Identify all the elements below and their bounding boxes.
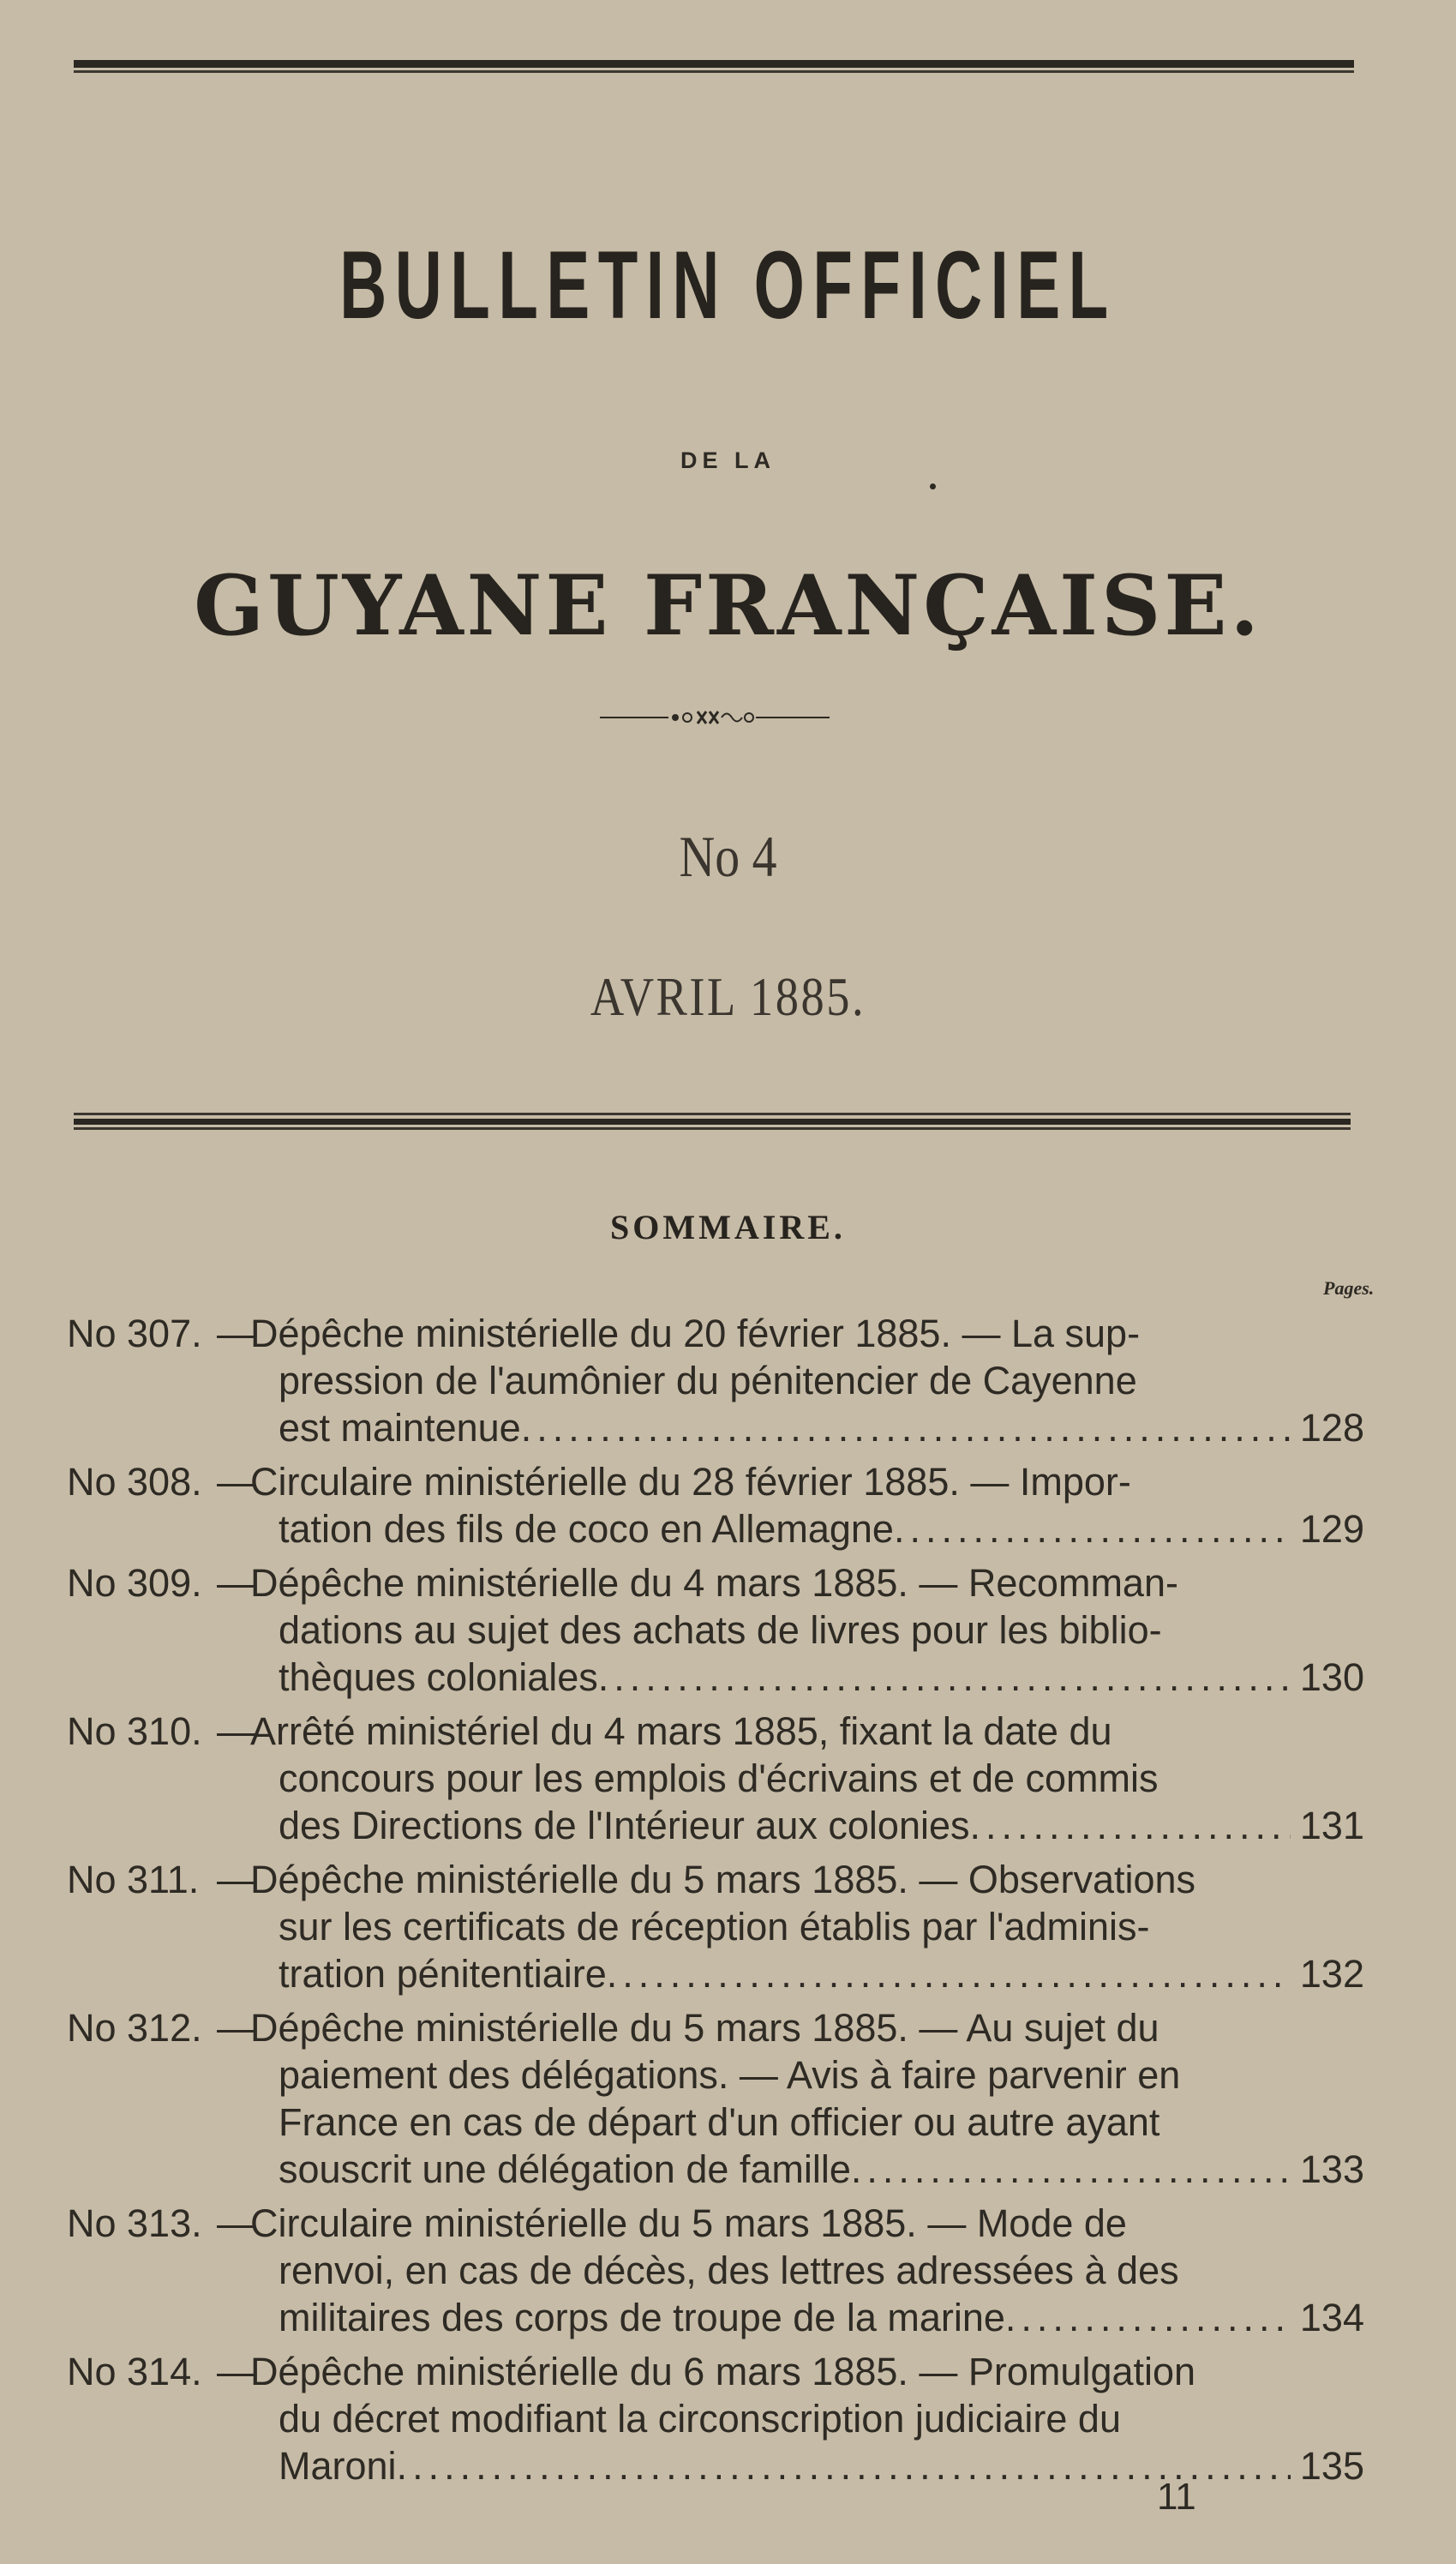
- dot-leader: [598, 1654, 1291, 1701]
- entry-line: est maintenue: [279, 1406, 521, 1450]
- entry-page-number: 132: [1299, 1952, 1364, 1996]
- bulletin-title: BULLETIN OFFICIEL: [339, 231, 1117, 339]
- entry-line: pression de l'aumônier du pénitencier de Cayenne: [279, 1359, 1137, 1402]
- entry-page-number: 130: [1299, 1655, 1364, 1699]
- entry-text: [250, 1856, 1364, 1997]
- dot-leader: [894, 1505, 1291, 1552]
- entry-dash: —: [217, 2350, 255, 2393]
- entry-dash: —: [217, 1561, 255, 1605]
- entry-text: [250, 2348, 1364, 2489]
- entry-last-line: [279, 2146, 1291, 2193]
- entry-dash: —: [217, 1858, 255, 1901]
- entry-line: Dépêche ministérielle du 20 février 1885. — La sup-: [250, 1312, 1141, 1355]
- entry-number: No 308.: [67, 1460, 202, 1504]
- entry-page-number: 129: [1299, 1507, 1364, 1551]
- entry-line: Dépêche ministérielle du 4 mars 1885. — Recomman-: [250, 1561, 1178, 1605]
- entry-line: Dépêche ministérielle du 6 mars 1885. — Promulgation: [250, 2350, 1196, 2393]
- dot-leader: [607, 1950, 1291, 1997]
- mid-rule-line-3: [74, 1127, 1351, 1130]
- entry-last-line: [279, 2442, 1291, 2489]
- entry-number: No 313.: [67, 2201, 202, 2245]
- de-la-label: DE LA: [680, 447, 776, 473]
- dot-leader: [970, 1802, 1291, 1849]
- entry-line: Dépêche ministérielle du 5 mars 1885. — Au sujet du: [250, 2006, 1159, 2050]
- summary-entry: [67, 1559, 1364, 1701]
- mid-rule-line-1: [74, 1113, 1351, 1115]
- entry-line: des Directions de l'Intérieur aux colonies: [279, 1804, 970, 1847]
- entry-line: militaires des corps de troupe de la marine: [279, 2296, 1005, 2339]
- summary-entries: [67, 1310, 1364, 2496]
- entry-line: souscrit une délégation de famille: [279, 2147, 851, 2191]
- entry-line: Circulaire ministérielle du 28 février 1885. — Impor-: [250, 1460, 1131, 1504]
- summary-entry: [67, 1708, 1364, 1849]
- entry-last-line: [279, 1950, 1291, 1997]
- entry-line: dations au sujet des achats de livres pour les biblio-: [279, 1608, 1162, 1652]
- entry-line: France en cas de départ d'un officier ou autre ayant: [279, 2100, 1160, 2144]
- entry-text: [250, 1458, 1364, 1552]
- colony-title: GUYANE FRANÇAISE.: [194, 557, 1262, 654]
- entry-line: paiement des délégations. — Avis à faire parvenir en: [279, 2053, 1181, 2097]
- entry-line: renvoi, en cas de décès, des lettres adressées à des: [279, 2249, 1179, 2292]
- top-rule-thick: [74, 60, 1354, 68]
- entry-number: No 312.: [67, 2006, 202, 2050]
- entry-page-number: 131: [1299, 1804, 1364, 1847]
- entry-dash: —: [217, 2006, 255, 2050]
- entry-number: No 311.: [67, 1858, 200, 1901]
- entry-text: [250, 2004, 1364, 2193]
- top-rule-thin: [74, 70, 1354, 73]
- entry-last-line: [279, 1654, 1291, 1701]
- entry-page-number: 133: [1299, 2147, 1364, 2191]
- ink-dot: [930, 483, 936, 489]
- entry-page-number: 134: [1299, 2296, 1364, 2339]
- entry-line: concours pour les emplois d'écrivains et de commis: [279, 1756, 1159, 1800]
- entry-line: tation des fils de coco en Allemagne: [279, 1507, 894, 1551]
- entry-page-number: 135: [1299, 2444, 1364, 2488]
- entry-last-line: [279, 1505, 1291, 1552]
- summary-entry: [67, 1458, 1364, 1552]
- mid-rule-line-2: [74, 1119, 1351, 1125]
- top-double-rule: [74, 60, 1354, 74]
- folio-number: 11: [1157, 2476, 1196, 2518]
- issue-date: AVRIL 1885.: [590, 966, 866, 1027]
- entry-number: No 307.: [67, 1312, 202, 1355]
- ornament-divider: [600, 705, 830, 730]
- entry-page-number: 128: [1299, 1406, 1364, 1450]
- entry-last-line: [279, 2294, 1291, 2341]
- entry-text: [250, 2200, 1364, 2341]
- dot-leader: [851, 2146, 1291, 2193]
- dot-leader: [521, 1404, 1291, 1451]
- summary-entry: [67, 2348, 1364, 2489]
- entry-line: Maroni: [279, 2444, 397, 2488]
- middle-triple-rule: [74, 1113, 1351, 1132]
- entry-line: Dépêche ministérielle du 5 mars 1885. — Observations: [250, 1858, 1196, 1901]
- entry-line: sur les certificats de réception établis par l'adminis-: [279, 1905, 1150, 1949]
- entry-number: No 309.: [67, 1561, 202, 1605]
- entry-text: [250, 1559, 1364, 1701]
- summary-entry: [67, 2200, 1364, 2341]
- summary-entry: [67, 2004, 1364, 2193]
- summary-entry: [67, 1310, 1364, 1451]
- summary-heading: SOMMAIRE.: [610, 1208, 846, 1246]
- entry-last-line: [279, 1404, 1291, 1451]
- entry-last-line: [279, 1802, 1291, 1849]
- entry-line: Circulaire ministérielle du 5 mars 1885. — Mode de: [250, 2201, 1127, 2245]
- entry-text: [250, 1310, 1364, 1451]
- entry-number: No 314.: [67, 2350, 202, 2393]
- entry-dash: —: [217, 2201, 255, 2245]
- entry-line: thèques coloniales: [279, 1655, 598, 1699]
- summary-entry: [67, 1856, 1364, 1997]
- entry-number: No 310.: [67, 1709, 202, 1753]
- entry-line: tration pénitentiaire: [279, 1952, 607, 1996]
- entry-line: du décret modifiant la circonscription judiciaire du: [279, 2397, 1121, 2441]
- entry-dash: —: [217, 1709, 255, 1753]
- entry-text: [250, 1708, 1364, 1849]
- issue-number: No 4: [679, 824, 777, 889]
- entry-line: Arrêté ministériel du 4 mars 1885, fixant la date du: [250, 1709, 1112, 1753]
- pages-column-label: Pages.: [1323, 1277, 1375, 1299]
- dot-leader: [1005, 2294, 1291, 2341]
- entry-dash: —: [217, 1460, 255, 1504]
- entry-dash: —: [217, 1312, 255, 1355]
